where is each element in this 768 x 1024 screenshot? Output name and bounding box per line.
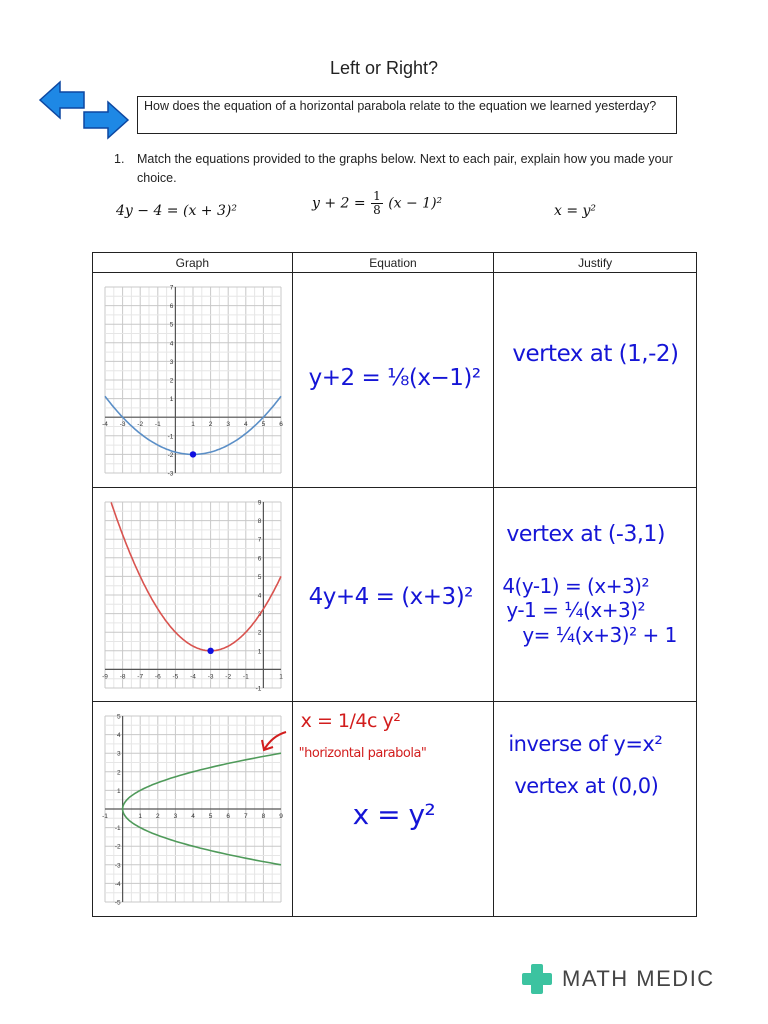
y-tick-label: -3 [167,470,174,477]
y-tick-label: 2 [257,629,262,637]
equation-1: 4y − 4 = (x + 3)² [116,203,237,219]
y-tick-label: 4 [116,732,121,740]
y-tick-label: 3 [116,750,121,758]
y-tick-label: 4 [257,592,262,600]
x-tick-label: -3 [207,673,214,681]
y-tick-label: 6 [169,303,174,311]
row2-justify-2: 4(y-1) = (x+3)² [502,574,649,598]
question-box: How does the equation of a horizontal parabola relate to the equation we learned yesterday? [137,96,677,134]
equation-2-left: y + 2 = [312,195,366,212]
y-tick-label: 3 [169,358,174,366]
logo-text: MATH MEDIC [562,966,715,991]
y-tick-label: 5 [257,573,262,581]
x-tick-label: 9 [279,813,283,820]
row3-justify-1: inverse of y=x² [508,732,663,756]
plus-logo-icon [520,962,554,996]
y-tick-label: 1 [116,787,121,795]
equation-2-fraction [371,190,383,217]
x-tick-label: 2 [155,813,160,820]
y-tick-label: -2 [167,451,174,459]
x-tick-label: -4 [102,421,108,429]
y-tick-label: 4 [169,340,174,348]
x-tick-label: -2 [137,421,144,429]
x-tick-label: 6 [279,421,283,429]
y-tick-label: -3 [114,862,121,870]
math-medic-logo [520,962,715,996]
row2-justify-3: y-1 = ¼(x+3)² [506,598,646,622]
fraction-numerator: 1 [373,189,381,203]
y-tick-label: 8 [257,518,262,526]
row3-equation-note-sub: "horizontal parabola" [298,746,427,761]
row3-equation-note: x = 1/4c y² [300,710,401,732]
x-tick-label: 5 [208,813,213,820]
header-graph: Graph [93,253,293,273]
x-tick-label: -1 [154,421,161,429]
equation-3: x = y² [554,203,597,219]
y-tick-label: 9 [257,499,262,507]
y-tick-label: 7 [257,536,262,544]
row3-justify-2: vertex at (0,0) [514,774,659,798]
y-tick-label: 3 [257,611,262,619]
y-tick-label: -5 [114,899,121,906]
equation-2-right: (x − 1)² [388,195,443,212]
y-tick-label: 1 [257,648,262,656]
x-tick-label: 1 [279,673,283,681]
x-tick-label: 1 [191,421,195,429]
x-tick-label: -1 [102,813,108,820]
instruction-number: 1. [114,152,125,166]
y-tick-label: 2 [169,377,174,385]
y-tick-label: -1 [114,825,121,833]
red-arrow-icon [256,728,290,756]
x-tick-label: 3 [226,421,231,429]
row2-justify-4: y= ¼(x+3)² + 1 [522,623,677,647]
graph-1 [101,283,285,477]
instruction-text: Match the equations provided to the graphs below. Next to each pair, explain how you made your choice. [137,152,673,185]
y-tick-label: -2 [114,843,121,851]
instruction [114,150,714,188]
x-tick-label: -6 [154,673,161,681]
matching-table [92,252,697,917]
header-equation: Equation [292,253,494,273]
row2-equation: 4y+4 = (x+3)² [308,584,473,610]
x-tick-label: -5 [172,673,179,681]
x-tick-label: -8 [119,673,126,681]
x-tick-label: -7 [137,673,144,681]
row2-justify-1: vertex at (-3,1) [506,522,665,547]
y-tick-label: -4 [114,880,121,888]
x-tick-label: -3 [119,421,126,429]
y-tick-label: -1 [167,433,174,441]
x-tick-label: 1 [138,813,143,820]
graph-2 [101,498,285,692]
x-tick-label: 6 [226,813,231,820]
header-justify: Justify [494,253,697,273]
table-row [93,488,697,702]
x-tick-label: -1 [242,673,249,681]
x-tick-label: 4 [243,421,248,429]
y-tick-label: 2 [116,769,121,777]
x-tick-label: 3 [173,813,178,820]
y-tick-label: 6 [257,555,262,563]
x-tick-label: 7 [243,813,248,820]
x-tick-label: -2 [225,673,232,681]
row1-justify-1: vertex at (1,-2) [512,341,679,367]
x-tick-label: -4 [190,673,196,681]
y-tick-label: 7 [169,284,174,292]
page-title: Left or Right? [329,58,439,78]
y-tick-label: -1 [255,685,262,692]
table-row [93,273,697,488]
equation-2 [312,190,442,217]
x-tick-label: 2 [208,421,213,429]
x-tick-label: -9 [102,673,108,681]
x-tick-label: 5 [261,421,266,429]
row3-equation: x = y² [352,798,436,831]
row1-equation: y+2 = ⅛(x−1)² [308,365,481,391]
vertex-point [190,451,196,457]
y-tick-label: 5 [116,713,121,721]
y-tick-label: 5 [169,321,174,329]
x-tick-label: 8 [261,813,266,820]
x-tick-label: 4 [191,813,195,820]
table-row [93,702,697,917]
vertex-point [207,648,213,654]
y-tick-label: 1 [169,396,174,404]
fraction-denominator: 8 [373,203,381,217]
left-right-arrows-icon [38,78,130,140]
